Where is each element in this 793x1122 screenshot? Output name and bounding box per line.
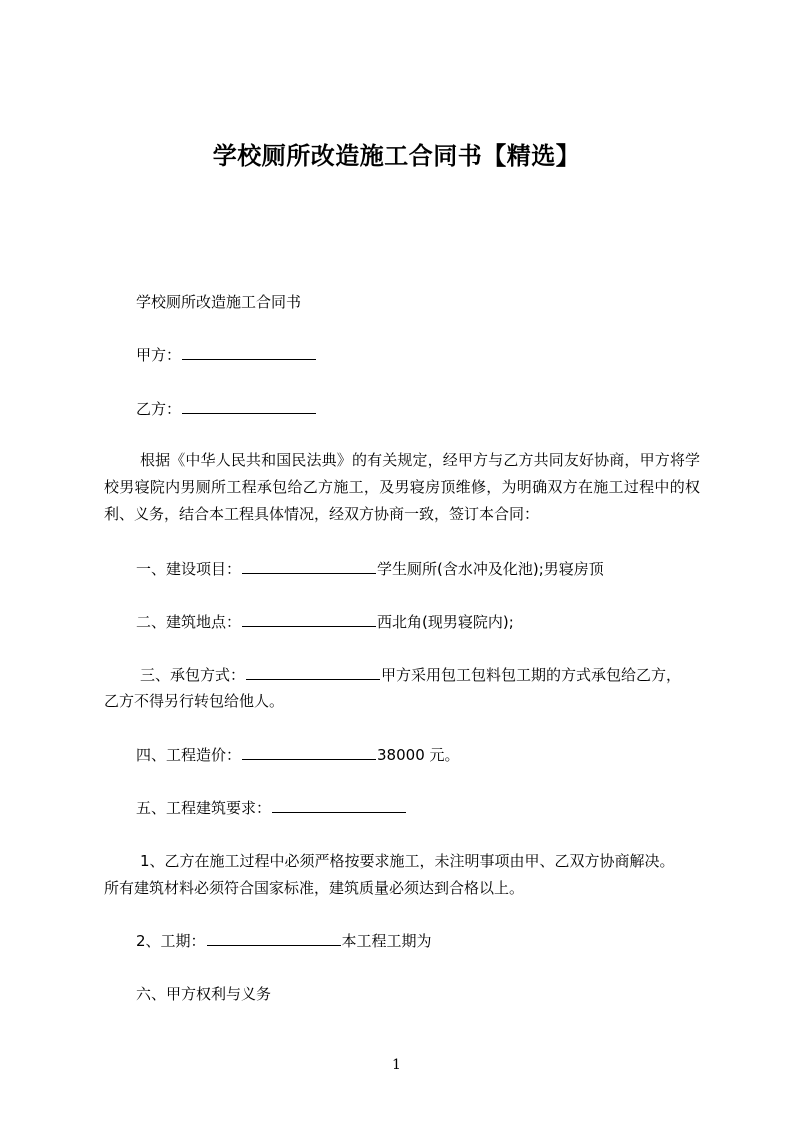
- item3-label: 三、承包方式：: [140, 666, 246, 684]
- item4-line: [136, 745, 460, 765]
- requirement2-line: [136, 931, 432, 951]
- item5-blank: [272, 798, 406, 813]
- item3-value: 甲方采用包工包料包工期的方式承包给乙方，: [381, 666, 682, 684]
- requirement1-line2: 所有建筑材料必须符合国家标准，建筑质量必须达到合格以上。: [104, 879, 525, 897]
- item4-value: 38000 元。: [377, 746, 460, 764]
- party-b-blank: [182, 399, 316, 414]
- item3-continuation: 乙方不得另行转包给他人。: [104, 692, 285, 710]
- item1-line: [136, 559, 604, 579]
- page-number: 1: [392, 1057, 401, 1073]
- item5-label: 五、工程建筑要求：: [136, 799, 272, 817]
- item2-line: [136, 612, 514, 632]
- requirement2-label: 2、工期：: [136, 932, 206, 950]
- item1-blank: [242, 559, 376, 574]
- item2-blank: [242, 612, 376, 627]
- intro-paragraph: 根据《中华人民共和国民法典》的有关规定，经甲方与乙方共同友好协商，甲方将学校男寝院内男厕所工程承包给乙方施工，及男寝房顶维修，为明确双方在施工过程中的权利、义务，结合本工程具体情况，经双方协商一致，签订本合同：: [104, 451, 700, 523]
- requirement1-line1: 1、乙方在施工过程中必须严格按要求施工，未注明事项由甲、乙双方协商解决。: [140, 852, 675, 870]
- document-title: 学校厕所改造施工合同书【精选】: [212, 142, 581, 170]
- item3-blank: [246, 665, 380, 680]
- item3-line: [140, 665, 681, 685]
- requirement2-value: 本工程工期为: [341, 932, 432, 950]
- item6-heading: 六、甲方权利与义务: [136, 985, 272, 1003]
- item4-label: 四、工程造价：: [136, 746, 242, 764]
- contract-subtitle: 学校厕所改造施工合同书: [136, 293, 302, 311]
- party-a-blank: [182, 345, 316, 360]
- party-a-line: [136, 345, 317, 365]
- party-b-line: [136, 399, 317, 419]
- party-b-label: 乙方：: [136, 400, 182, 418]
- requirement2-blank: [207, 931, 341, 946]
- party-a-label: 甲方：: [136, 346, 182, 364]
- item4-blank: [242, 745, 376, 760]
- item5-line: [136, 798, 407, 818]
- item2-value: 西北角(现男寝院内);: [377, 613, 514, 631]
- item1-value: 学生厕所(含水冲及化池);男寝房顶: [377, 560, 604, 578]
- item1-label: 一、建设项目：: [136, 560, 242, 578]
- item2-label: 二、建筑地点：: [136, 613, 242, 631]
